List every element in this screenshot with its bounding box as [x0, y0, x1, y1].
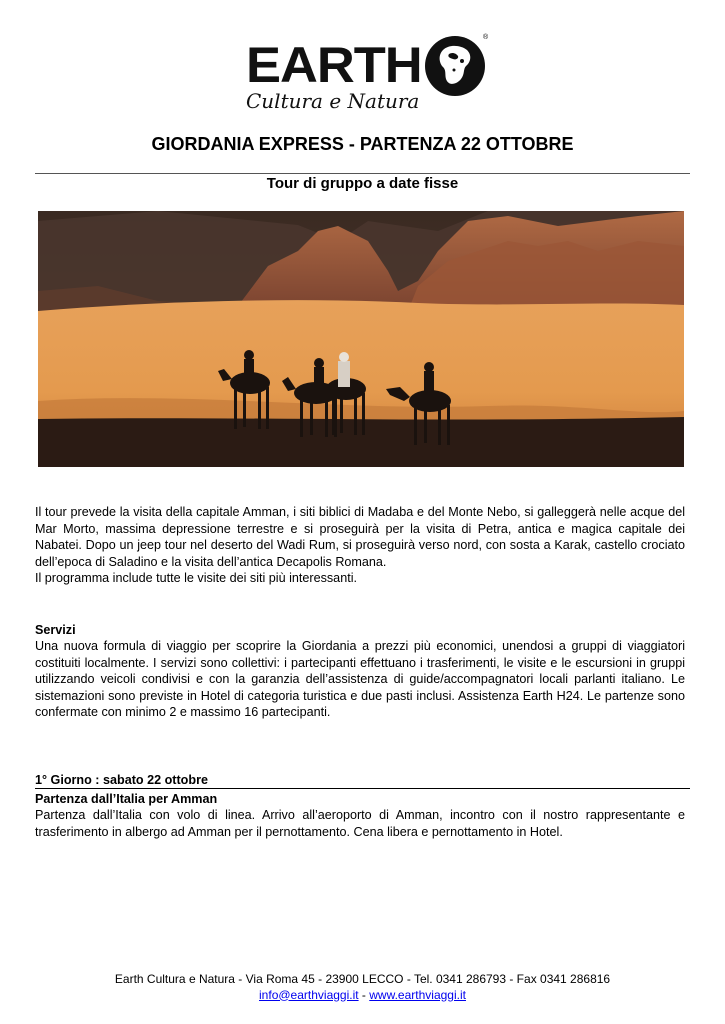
logo-tagline: Cultura e Natura	[246, 89, 420, 113]
logo-wordmark: EARTH	[246, 37, 422, 93]
earth-logo	[244, 32, 494, 116]
intro-paragraph: Il tour prevede la visita della capitale Amman, i siti biblici di Madaba e del Monte Nebo, si galleggerà nelle acque del Mar Morto, massima depressione terrestre e si proseguirà per la visita di Petra, antica e magica capitale dei Nabatei. Dopo un jeep tour nel deserto del Wadi Rum, si proseguirà verso nord, con sosta a Karak, castello crociato dell’epoca di Saladino e la visita dell’antica Decapolis Romana.	[35, 505, 685, 569]
intro-program-line: Il programma include tutte le visite dei siti più interessanti.	[35, 571, 357, 585]
page-subtitle: Tour di gruppo a date fisse	[266, 175, 459, 192]
registered-mark: ®	[483, 34, 489, 41]
servizi-paragraph: Una nuova formula di viaggio per scoprire la Giordania a prezzi più economici, unendosi a gruppi di viaggiatori costituiti localmente. I servizi sono collettivi: i partecipanti effettuano i trasferimenti, le visite e le escursioni in gruppi utilizzando veicoli condivisi e con la garanzia dell’assistenza di guide/accompagnatori locali parlanti italiano. Le sistemazioni sono previste in Hotel di categoria turistica e due pasti inclusi. Assistenza Earth H24. Le partenze sono confermate con minimo 2 e massimo 16 partecipanti.	[35, 639, 685, 719]
day1-divider	[35, 788, 690, 789]
day1-subheading: Partenza dall’Italia per Amman	[35, 792, 218, 806]
day1-paragraph: Partenza dall’Italia con volo di linea. Arrivo all’aeroporto di Amman, incontro con il nostro rappresentante e trasferimento in albergo ad Amman per il pernottamento. Cena libera e pernottamento in Hotel.	[35, 808, 685, 839]
website-link[interactable]: www.earthviaggi.it	[369, 987, 466, 1002]
servizi-heading: Servizi	[35, 623, 76, 637]
footer-address: Earth Cultura e Natura - Via Roma 45 - 23900 LECCO - Tel. 0341 286793 - Fax 0341 286816	[114, 972, 611, 986]
desert-camel-photo	[38, 211, 684, 467]
footer-links	[0, 988, 725, 1004]
globe-icon	[425, 36, 485, 96]
page-title: GIORDANIA EXPRESS - PARTENZA 22 OTTOBRE	[151, 134, 574, 154]
title-divider	[35, 173, 690, 174]
footer-separator: -	[358, 987, 370, 1002]
day1-heading: 1° Giorno : sabato 22 ottobre	[35, 773, 208, 787]
email-link[interactable]: info@earthviaggi.it	[259, 987, 359, 1002]
page-footer	[0, 972, 725, 1003]
